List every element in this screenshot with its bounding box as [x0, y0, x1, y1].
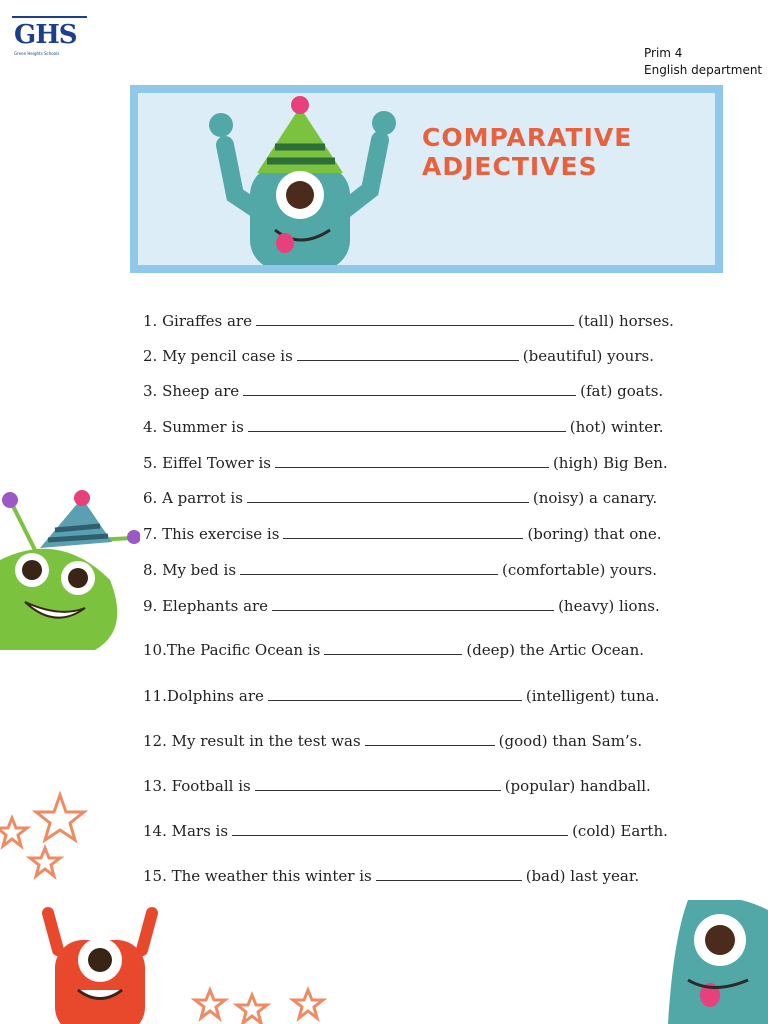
exercise-item: [143, 560, 657, 580]
worksheet-title: [422, 123, 632, 181]
title-banner: [130, 85, 723, 273]
exercise-item: [143, 866, 639, 886]
exercise-hint: (intelligent) tuna.: [525, 687, 660, 705]
exercise-item: [143, 821, 668, 841]
teal-monster-corner-illustration: [668, 900, 768, 1024]
exercise-prompt: 8. My bed is: [143, 561, 237, 579]
answer-blank[interactable]: [243, 381, 576, 396]
exercise-prompt: 9. Elephants are: [143, 597, 269, 615]
exercise-hint: (comfortable) yours.: [502, 561, 657, 579]
exercise-prompt: 11.Dolphins are: [143, 687, 264, 705]
exercise-hint: (bad) last year.: [525, 867, 640, 885]
exercise-prompt: 13. Football is: [143, 777, 251, 795]
exercise-hint: (fat) goats.: [580, 382, 664, 400]
answer-blank[interactable]: [247, 488, 529, 503]
exercise-prompt: 15. The weather this winter is: [143, 867, 372, 885]
answer-blank[interactable]: [272, 596, 554, 611]
exercise-prompt: 4. Summer is: [143, 418, 244, 436]
school-logo: [12, 16, 87, 58]
exercise-prompt: 7. This exercise is: [143, 525, 280, 543]
teal-monster-illustration: [185, 85, 415, 265]
exercise-prompt: 5. Eiffel Tower is: [143, 454, 271, 472]
exercise-item: [143, 731, 642, 751]
exercise-hint: (heavy) lions.: [558, 597, 660, 615]
exercise-prompt: 6. A parrot is: [143, 489, 243, 507]
exercise-prompt: 3. Sheep are: [143, 382, 240, 400]
exercise-item: [143, 488, 657, 508]
header-info: [644, 45, 762, 79]
exercise-item: [143, 346, 654, 366]
logo-bar: [12, 16, 87, 18]
exercise-item: [143, 524, 662, 544]
answer-blank[interactable]: [256, 311, 574, 326]
exercise-item: [143, 686, 659, 706]
exercise-item: [143, 453, 668, 473]
exercise-prompt: 2. My pencil case is: [143, 347, 293, 365]
exercise-hint: (noisy) a canary.: [532, 489, 658, 507]
exercise-item: [143, 417, 663, 437]
exercise-hint: (deep) the Artic Ocean.: [466, 641, 645, 659]
department-label: English department: [644, 63, 763, 77]
exercise-prompt: 12. My result in the test was: [143, 732, 361, 750]
exercise-prompt: 1. Giraffes are: [143, 312, 252, 330]
exercise-hint: (hot) winter.: [569, 418, 664, 436]
answer-blank[interactable]: [240, 560, 498, 575]
logo-subtitle: Green Heights Schools: [14, 51, 60, 56]
exercise-hint: (beautiful) yours.: [522, 347, 654, 365]
answer-blank[interactable]: [275, 453, 549, 468]
answer-blank[interactable]: [232, 821, 568, 836]
exercise-hint: (tall) horses.: [577, 312, 674, 330]
answer-blank[interactable]: [376, 866, 522, 881]
exercise-item: [143, 640, 644, 660]
exercise-item: [143, 596, 660, 616]
answer-blank[interactable]: [268, 686, 522, 701]
answer-blank[interactable]: [365, 731, 495, 746]
exercise-hint: (good) than Sam’s.: [498, 732, 643, 750]
exercise-prompt: 10.The Pacific Ocean is: [143, 641, 321, 659]
exercise-item: [143, 776, 651, 796]
exercise-hint: (cold) Earth.: [572, 822, 668, 840]
title-line-1: COMPARATIVE: [422, 123, 633, 152]
bottom-star-decorations: [190, 985, 330, 1024]
answer-blank[interactable]: [324, 640, 462, 655]
grade-label: Prim 4: [644, 46, 683, 60]
answer-blank[interactable]: [248, 417, 566, 432]
exercise-item: [143, 381, 663, 401]
exercise-item: [143, 311, 674, 331]
answer-blank[interactable]: [297, 346, 519, 361]
title-line-2: ADJECTIVES: [422, 152, 598, 181]
answer-blank[interactable]: [255, 776, 501, 791]
exercise-hint: (high) Big Ben.: [552, 454, 668, 472]
green-monster-illustration: [0, 490, 140, 660]
star-decorations: [0, 790, 100, 890]
logo-text: GHS: [14, 20, 77, 50]
red-monster-illustration: [30, 905, 170, 1024]
exercise-hint: (popular) handball.: [504, 777, 651, 795]
answer-blank[interactable]: [283, 524, 523, 539]
exercise-prompt: 14. Mars is: [143, 822, 229, 840]
exercise-hint: (boring) that one.: [527, 525, 662, 543]
